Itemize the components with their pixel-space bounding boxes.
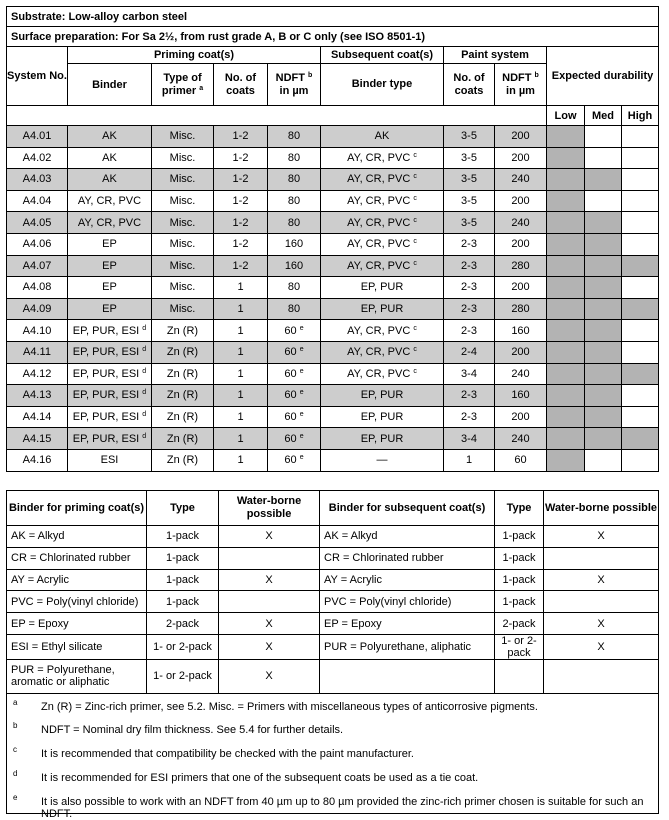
header-spacer (7, 106, 547, 126)
paint-system-ndft: 240 (495, 363, 547, 385)
durability-high-cell (622, 255, 659, 277)
durability-high-cell (622, 233, 659, 255)
legend-priming-binder: CR = Chlorinated rubber (7, 547, 147, 569)
paint-system-ndft: 200 (495, 190, 547, 212)
priming-binder: EP, PUR, ESI $^d$ (68, 341, 152, 363)
priming-coats: 1-2 (214, 212, 268, 234)
durability-low-cell (547, 169, 585, 191)
durability-med-cell (585, 449, 622, 471)
durability-med-cell (585, 298, 622, 320)
system-no: A4.01 (7, 126, 68, 148)
priming-coats: 1 (214, 385, 268, 407)
legend-priming-type: 1- or 2-pack (147, 659, 219, 693)
system-no: A4.10 (7, 320, 68, 342)
footnote-label: d (13, 769, 18, 779)
legend-header-type2: Type (495, 491, 544, 526)
priming-ndft: 80 (268, 126, 321, 148)
priming-binder: EP (68, 233, 152, 255)
header-no-of-coats: No. of coats (214, 64, 268, 106)
system-no: A4.11 (7, 341, 68, 363)
durability-med-cell (585, 428, 622, 450)
durability-med-cell (585, 169, 622, 191)
durability-low-cell (547, 341, 585, 363)
priming-binder: AY, CR, PVC (68, 212, 152, 234)
durability-med-cell (585, 385, 622, 407)
legend-priming-type: 2-pack (147, 613, 219, 635)
system-no: A4.15 (7, 428, 68, 450)
system-no: A4.04 (7, 190, 68, 212)
paint-system-coats: 2-3 (444, 277, 495, 299)
binder-legend-table (6, 490, 659, 820)
header-med: Med (585, 106, 622, 126)
durability-low-cell (547, 385, 585, 407)
priming-binder: AY, CR, PVC (68, 190, 152, 212)
footnote-label: e (13, 793, 18, 803)
durability-high-cell (622, 212, 659, 234)
footnote (7, 741, 659, 765)
paint-system-coats: 2-4 (444, 341, 495, 363)
legend-subsequent-type: 1-pack (495, 547, 544, 569)
subsequent-binder: — (321, 449, 444, 471)
footnote-cell (7, 717, 659, 741)
table-row (7, 233, 659, 255)
subsequent-binder: EP, PUR (321, 385, 444, 407)
durability-high-cell (622, 385, 659, 407)
header-low: Low (547, 106, 585, 126)
durability-high-cell (622, 277, 659, 299)
surface-prep-line: Surface preparation: For Sa 2½, from rust grade A, B or C only (see ISO 8501-1) (7, 27, 659, 47)
system-no: A4.03 (7, 169, 68, 191)
primer-type: Zn (R) (152, 320, 214, 342)
legend-header-water-borne2: Water-borne possible (544, 491, 659, 526)
priming-binder: EP, PUR, ESI $^d$ (68, 406, 152, 428)
legend-priming-binder: AK = Alkyd (7, 526, 147, 548)
durability-med-cell (585, 147, 622, 169)
footnote-text: Zn (R) = Zinc-rich primer, see 5.2. Misc. = Primers with miscellaneous types of anticorrosive pigments. (41, 700, 538, 713)
legend-priming-binder: PVC = Poly(vinyl chloride) (7, 591, 147, 613)
primer-type: Zn (R) (152, 363, 214, 385)
primer-type: Zn (R) (152, 385, 214, 407)
primer-type: Zn (R) (152, 428, 214, 450)
legend-subsequent-type: 2-pack (495, 613, 544, 635)
table-row (7, 385, 659, 407)
legend-priming-binder: PUR = Polyurethane, aromatic or aliphatic (7, 659, 147, 693)
header-binder-type: Binder type (321, 64, 444, 106)
legend-priming-water-borne (219, 591, 320, 613)
header-priming-coats: Priming coat(s) (68, 47, 321, 64)
legend-priming-water-borne: X (219, 569, 320, 591)
priming-ndft: 80 (268, 277, 321, 299)
table-row (7, 449, 659, 471)
priming-ndft: 160 (268, 255, 321, 277)
legend-row (7, 591, 659, 613)
durability-low-cell (547, 428, 585, 450)
legend-priming-water-borne (219, 547, 320, 569)
subsequent-binder: AY, CR, PVC $^c$ (321, 169, 444, 191)
priming-coats: 1-2 (214, 147, 268, 169)
priming-coats: 1 (214, 363, 268, 385)
legend-priming-binder: ESI = Ethyl silicate (7, 634, 147, 659)
priming-ndft: 80 (268, 212, 321, 234)
priming-binder: EP, PUR, ESI $^d$ (68, 428, 152, 450)
legend-priming-water-borne: X (219, 634, 320, 659)
priming-coats: 1-2 (214, 126, 268, 148)
durability-med-cell (585, 255, 622, 277)
legend-priming-type: 1-pack (147, 591, 219, 613)
legend-subsequent-water-borne (544, 659, 659, 693)
system-no: A4.05 (7, 212, 68, 234)
header-high: High (622, 106, 659, 126)
legend-subsequent-water-borne: X (544, 526, 659, 548)
primer-type: Misc. (152, 126, 214, 148)
header-ndft: NDFT $^b$ in µm (268, 64, 321, 106)
legend-subsequent-water-borne: X (544, 569, 659, 591)
table-row (7, 212, 659, 234)
header-ps-ndft: NDFT $^b$ in µm (495, 64, 547, 106)
paint-system-coats: 3-4 (444, 428, 495, 450)
footnote-text: It is recommended for ESI primers that one of the subsequent coats be used as a tie coat. (41, 772, 479, 785)
header-subsequent-coats: Subsequent coat(s) (321, 47, 444, 64)
legend-header-type: Type (147, 491, 219, 526)
primer-type: Zn (R) (152, 406, 214, 428)
paint-system-coats: 3-5 (444, 126, 495, 148)
primer-type: Misc. (152, 255, 214, 277)
legend-row (7, 659, 659, 693)
system-no: A4.02 (7, 147, 68, 169)
system-no: A4.07 (7, 255, 68, 277)
primer-type: Misc. (152, 190, 214, 212)
subsequent-binder: AY, CR, PVC $^c$ (321, 363, 444, 385)
priming-coats: 1-2 (214, 233, 268, 255)
table-row (7, 169, 659, 191)
notes-body (7, 693, 659, 820)
priming-binder: EP, PUR, ESI $^d$ (68, 363, 152, 385)
priming-coats: 1 (214, 406, 268, 428)
durability-med-cell (585, 363, 622, 385)
priming-ndft: 80 (268, 298, 321, 320)
legend-priming-water-borne: X (219, 659, 320, 693)
primer-type: Misc. (152, 147, 214, 169)
durability-low-cell (547, 449, 585, 471)
durability-high-cell (622, 341, 659, 363)
paint-system-ndft: 160 (495, 385, 547, 407)
priming-binder: EP (68, 277, 152, 299)
legend-subsequent-binder: EP = Epoxy (320, 613, 495, 635)
legend-subsequent-type: 1-pack (495, 526, 544, 548)
legend-subsequent-binder: PVC = Poly(vinyl chloride) (320, 591, 495, 613)
table-row (7, 255, 659, 277)
durability-med-cell (585, 126, 622, 148)
primer-type: Misc. (152, 233, 214, 255)
legend-row (7, 634, 659, 659)
paint-system-ndft: 240 (495, 212, 547, 234)
table-row (7, 428, 659, 450)
header-ps-no-of-coats: No. of coats (444, 64, 495, 106)
subsequent-binder: EP, PUR (321, 298, 444, 320)
paint-system-coats: 3-4 (444, 363, 495, 385)
legend-priming-water-borne: X (219, 613, 320, 635)
footnote (7, 765, 659, 789)
subsequent-binder: AY, CR, PVC $^c$ (321, 320, 444, 342)
durability-high-cell (622, 406, 659, 428)
priming-binder: EP (68, 255, 152, 277)
legend-priming-type: 1- or 2-pack (147, 634, 219, 659)
subsequent-binder: AY, CR, PVC $^c$ (321, 255, 444, 277)
primer-type: Misc. (152, 212, 214, 234)
durability-low-cell (547, 126, 585, 148)
legend-subsequent-water-borne: X (544, 613, 659, 635)
paint-system-ndft: 200 (495, 277, 547, 299)
paint-system-coats: 2-3 (444, 385, 495, 407)
durability-med-cell (585, 320, 622, 342)
subsequent-binder: AY, CR, PVC $^c$ (321, 190, 444, 212)
system-no: A4.08 (7, 277, 68, 299)
durability-low-cell (547, 212, 585, 234)
durability-high-cell (622, 363, 659, 385)
subsequent-binder: EP, PUR (321, 277, 444, 299)
legend-subsequent-binder: AY = Acrylic (320, 569, 495, 591)
paint-systems-table (6, 6, 659, 472)
priming-coats: 1 (214, 449, 268, 471)
durability-med-cell (585, 277, 622, 299)
subsequent-binder: EP, PUR (321, 406, 444, 428)
priming-ndft: 60 $^e$ (268, 320, 321, 342)
durability-high-cell (622, 449, 659, 471)
priming-coats: 1-2 (214, 190, 268, 212)
durability-low-cell (547, 277, 585, 299)
priming-coats: 1 (214, 428, 268, 450)
legend-priming-binder: AY = Acrylic (7, 569, 147, 591)
priming-binder: EP, PUR, ESI $^d$ (68, 320, 152, 342)
durability-med-cell (585, 341, 622, 363)
durability-med-cell (585, 212, 622, 234)
footnote-cell (7, 693, 659, 717)
legend-subsequent-binder (320, 659, 495, 693)
system-no: A4.12 (7, 363, 68, 385)
priming-coats: 1-2 (214, 255, 268, 277)
table-row (7, 406, 659, 428)
priming-binder: EP, PUR, ESI $^d$ (68, 385, 152, 407)
subsequent-binder: AY, CR, PVC $^c$ (321, 341, 444, 363)
legend-priming-water-borne: X (219, 526, 320, 548)
legend-header-binder-priming: Binder for priming coat(s) (7, 491, 147, 526)
legend-row (7, 547, 659, 569)
priming-ndft: 60 $^e$ (268, 449, 321, 471)
legend-subsequent-type: 1-pack (495, 569, 544, 591)
primer-type: Zn (R) (152, 341, 214, 363)
durability-high-cell (622, 428, 659, 450)
footnote-label: c (13, 745, 17, 755)
paint-system-coats: 2-3 (444, 298, 495, 320)
paint-system-ndft: 200 (495, 147, 547, 169)
footnote-cell (7, 765, 659, 789)
header-system-no: System No. (7, 47, 68, 106)
subsequent-binder: AY, CR, PVC $^c$ (321, 147, 444, 169)
priming-coats: 1 (214, 341, 268, 363)
legend-row (7, 526, 659, 548)
priming-binder: AK (68, 169, 152, 191)
priming-binder: AK (68, 147, 152, 169)
table-row (7, 320, 659, 342)
paint-system-coats: 3-5 (444, 212, 495, 234)
system-no: A4.16 (7, 449, 68, 471)
legend-priming-type: 1-pack (147, 569, 219, 591)
footnote-label: b (13, 721, 18, 731)
legend-row (7, 569, 659, 591)
header-expected-durability: Expected durability (547, 47, 659, 106)
system-no: A4.14 (7, 406, 68, 428)
durability-high-cell (622, 190, 659, 212)
priming-ndft: 80 (268, 147, 321, 169)
durability-low-cell (547, 233, 585, 255)
legend-subsequent-water-borne (544, 547, 659, 569)
legend-priming-type: 1-pack (147, 526, 219, 548)
durability-high-cell (622, 298, 659, 320)
priming-ndft: 60 $^e$ (268, 341, 321, 363)
priming-binder: AK (68, 126, 152, 148)
priming-coats: 1 (214, 277, 268, 299)
systems-body (7, 126, 659, 472)
paint-system-ndft: 200 (495, 126, 547, 148)
priming-ndft: 60 $^e$ (268, 363, 321, 385)
durability-med-cell (585, 233, 622, 255)
paint-system-coats: 2-3 (444, 255, 495, 277)
durability-low-cell (547, 147, 585, 169)
legend-priming-type: 1-pack (147, 547, 219, 569)
substrate-line: Substrate: Low-alloy carbon steel (7, 7, 659, 27)
legend-subsequent-binder: AK = Alkyd (320, 526, 495, 548)
legend-header-water-borne: Water-borne possible (219, 491, 320, 526)
paint-system-coats: 2-3 (444, 233, 495, 255)
paint-system-ndft: 200 (495, 406, 547, 428)
legend-subsequent-water-borne: X (544, 634, 659, 659)
durability-low-cell (547, 255, 585, 277)
subsequent-binder: AY, CR, PVC $^c$ (321, 212, 444, 234)
footnote-cell (7, 741, 659, 765)
durability-med-cell (585, 406, 622, 428)
durability-low-cell (547, 190, 585, 212)
footnote-text: NDFT = Nominal dry film thickness. See 5.4 for further details. (41, 724, 344, 737)
legend-subsequent-type: 1-pack (495, 591, 544, 613)
footnote (7, 789, 659, 813)
footnote-text: It is also possible to work with an NDFT from 40 µm up to 80 µm provided the zinc-rich primer chosen is suitable for such an NDFT. (41, 796, 644, 820)
system-no: A4.09 (7, 298, 68, 320)
priming-binder: ESI (68, 449, 152, 471)
subsequent-binder: EP, PUR (321, 428, 444, 450)
durability-low-cell (547, 363, 585, 385)
primer-type: Misc. (152, 298, 214, 320)
table-row (7, 363, 659, 385)
paint-system-ndft: 240 (495, 428, 547, 450)
legend-subsequent-water-borne (544, 591, 659, 613)
paint-system-ndft: 240 (495, 169, 547, 191)
durability-high-cell (622, 320, 659, 342)
durability-low-cell (547, 406, 585, 428)
legend-body (7, 526, 659, 694)
durability-low-cell (547, 298, 585, 320)
legend-subsequent-type: 1- or 2-pack (495, 634, 544, 659)
table-row (7, 190, 659, 212)
footnote (7, 693, 659, 717)
subsequent-binder: AY, CR, PVC $^c$ (321, 233, 444, 255)
table-row (7, 126, 659, 148)
footnote-cell (7, 789, 659, 820)
primer-type: Zn (R) (152, 449, 214, 471)
paint-system-ndft: 280 (495, 255, 547, 277)
priming-coats: 1 (214, 298, 268, 320)
legend-header-binder-subsequent: Binder for subsequent coat(s) (320, 491, 495, 526)
subsequent-binder: AK (321, 126, 444, 148)
priming-coats: 1 (214, 320, 268, 342)
priming-ndft: 60 $^e$ (268, 428, 321, 450)
paint-system-coats: 2-3 (444, 406, 495, 428)
legend-row (7, 613, 659, 635)
footnote (7, 717, 659, 741)
paint-system-coats: 3-5 (444, 169, 495, 191)
priming-ndft: 80 (268, 169, 321, 191)
header-paint-system: Paint system (444, 47, 547, 64)
header-binder: Binder (68, 64, 152, 106)
durability-high-cell (622, 126, 659, 148)
durability-med-cell (585, 190, 622, 212)
table-row (7, 147, 659, 169)
priming-ndft: 60 $^e$ (268, 385, 321, 407)
primer-type: Misc. (152, 169, 214, 191)
header-type-of-primer: Type of primer $^a$ (152, 64, 214, 106)
system-no: A4.13 (7, 385, 68, 407)
paint-system-coats: 3-5 (444, 190, 495, 212)
legend-subsequent-type (495, 659, 544, 693)
system-no: A4.06 (7, 233, 68, 255)
durability-low-cell (547, 320, 585, 342)
priming-ndft: 60 $^e$ (268, 406, 321, 428)
durability-high-cell (622, 169, 659, 191)
table-row (7, 341, 659, 363)
footnote-label: a (13, 697, 18, 707)
priming-binder: EP (68, 298, 152, 320)
priming-ndft: 160 (268, 233, 321, 255)
paint-system-coats: 1 (444, 449, 495, 471)
footnote-text: It is recommended that compatibility be checked with the paint manufacturer. (41, 748, 414, 761)
paint-system-ndft: 160 (495, 320, 547, 342)
priming-ndft: 80 (268, 190, 321, 212)
priming-coats: 1-2 (214, 169, 268, 191)
paint-system-ndft: 200 (495, 233, 547, 255)
primer-type: Misc. (152, 277, 214, 299)
legend-priming-binder: EP = Epoxy (7, 613, 147, 635)
paint-system-ndft: 280 (495, 298, 547, 320)
legend-subsequent-binder: CR = Chlorinated rubber (320, 547, 495, 569)
paint-system-coats: 2-3 (444, 320, 495, 342)
paint-system-ndft: 60 (495, 449, 547, 471)
paint-system-coats: 3-5 (444, 147, 495, 169)
legend-subsequent-binder: PUR = Polyurethane, aliphatic (320, 634, 495, 659)
table-row (7, 277, 659, 299)
paint-system-ndft: 200 (495, 341, 547, 363)
table-row (7, 298, 659, 320)
durability-high-cell (622, 147, 659, 169)
